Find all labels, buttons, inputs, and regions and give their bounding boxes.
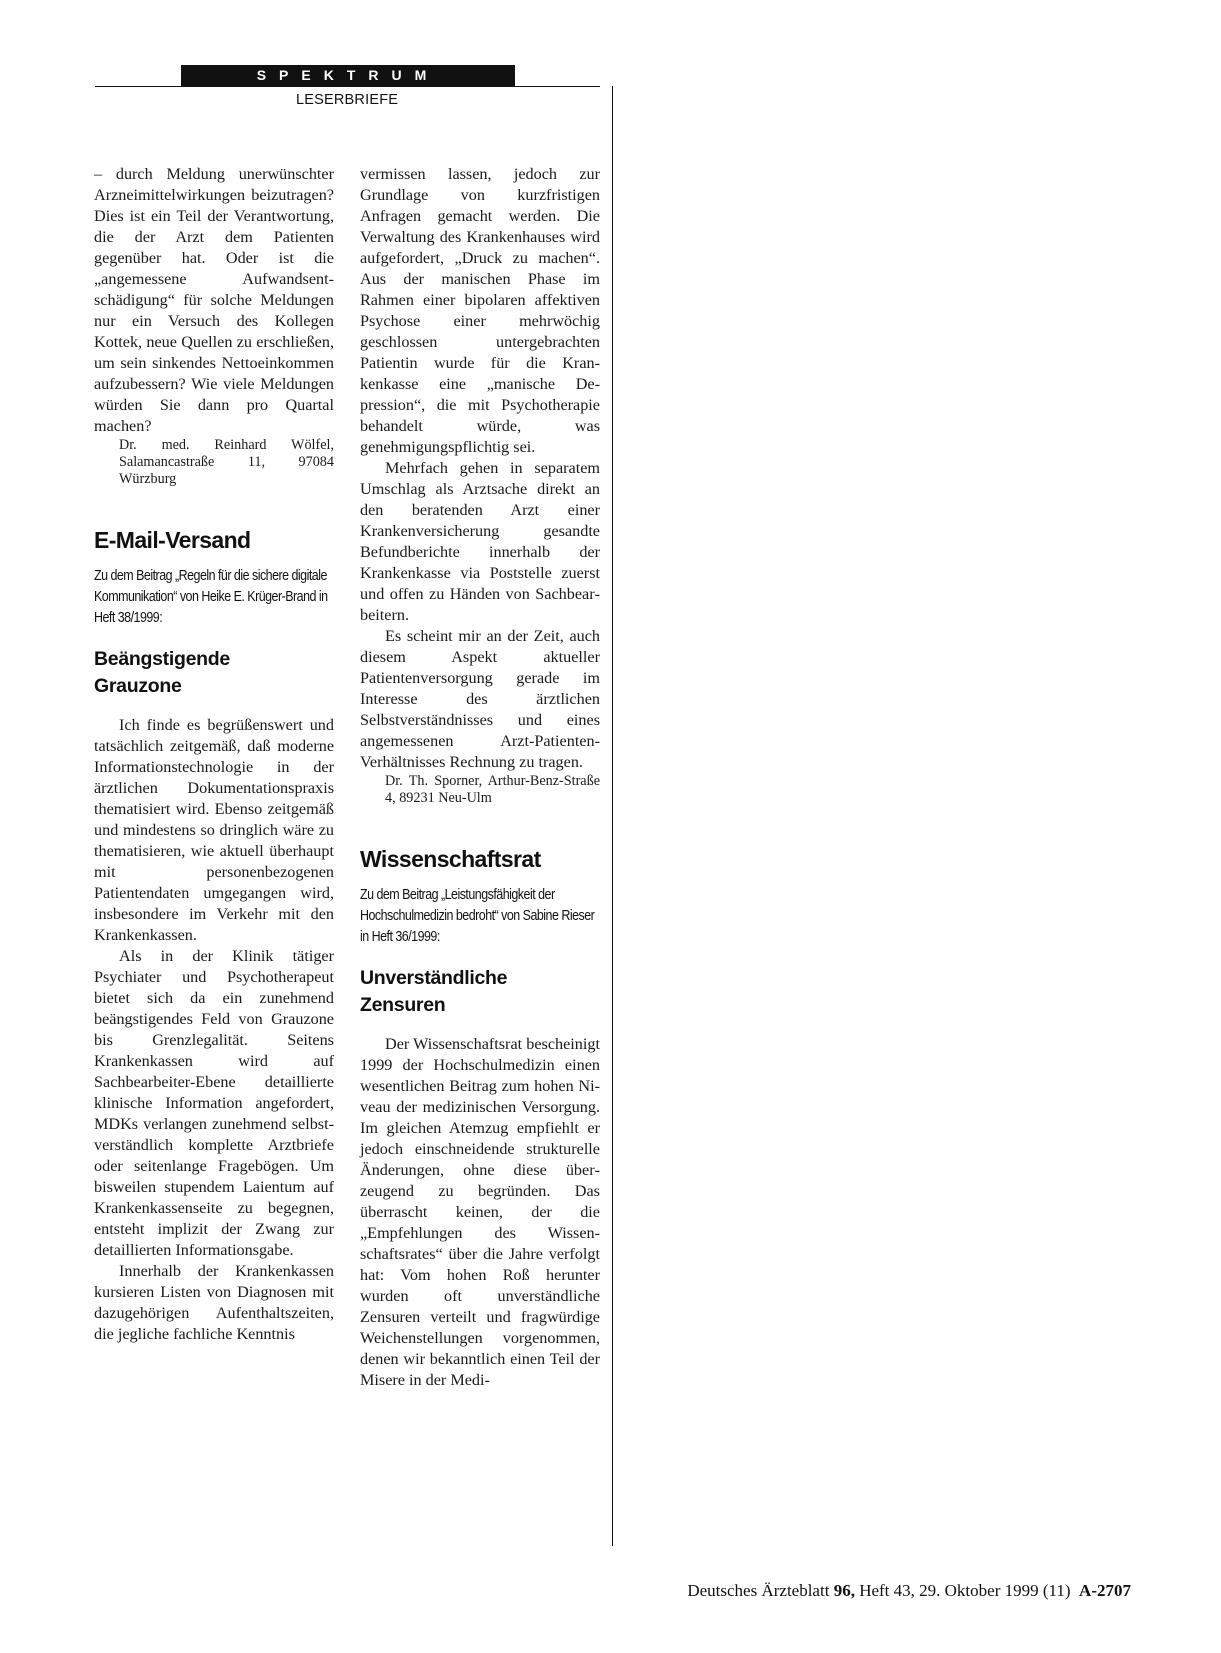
letter-title-line-2: Grauzone [94,675,182,697]
article-reference: Zu dem Beitrag „Leistungsfähigkeit der Hochschulmedizin bedroht“ von Sabine Rieser in Heft 36/1999: [360,887,595,945]
article-reference: Zu dem Beitrag „Regeln für die sichere digitale Kommunikation“ von Heike E. Krüger-Brand in Heft 38/1999: [94,568,328,626]
letter-paragraph: Es scheint mir an der Zeit, auch diesem Aspekt aktueller Patientenversorgung gerade im Interesse des ärztlichen Selbstverständnisses und eines angemessenen Arzt-Patienten-Verhältnisses Rechnung zu tragen. [360,627,600,771]
letter-title [94,646,334,700]
journal-volume: 96, [833,1581,855,1600]
letter-paragraph: Ich finde es begrüßenswert und tatsächlich zeitgemäß, daß moderne Informationstechnologie in der ärztlichen Dokumentationspraxis thematisiert wird. Ebenso zeitgemäß und mindestens so dringlich wäre zu thematisieren, wie aktuell überhaupt mit personenbezogenen Patientendaten umgegangen wird, insbesondere im Verkehr mit den Krankenkassen. [94,716,334,944]
letter-title-line-2: Zensuren [360,994,446,1016]
letter-title-line-1: Beängstigende [94,648,230,670]
left-column [94,164,334,1345]
article-headline: E-Mail-Versand [94,527,251,553]
letter-paragraph: Der Wissenschaftsrat bescheinigt 1999 der Hochschulmedizin einen wesentlichen Beitrag zum hohen Niveau der medizinischen Versorgung. Im gleichen Atemzug empfiehlt er jedoch einschneidende strukturelle Änderungen, ohne diese überzeugend zu begründen. Das überrascht keinen, der die „Empfehlungen des Wissenschaftsrates“ über die Jahre verfolgt hat: Vom hohen Roß herunter wurden oft unverständliche Zensuren verteilt und fragwürdige Weichenstellungen vorgenommen, denen wir bekanntlich einen Teil der Misere in der Medi- [360,1035,600,1389]
journal-name: Deutsches Ärzteblatt [687,1581,830,1600]
letter-signature: Dr. Th. Sporner, Arthur-Benz-Straße 4, 89231 Neu-Ulm [385,773,600,806]
letter-title [360,965,600,1019]
page-footer [687,1581,1131,1601]
page-number: A-2707 [1079,1581,1131,1600]
right-column [360,164,600,1391]
letter-paragraph: Mehrfach gehen in separatem Umschlag als Arztsache direkt an den beratenden Arzt einer Krankenversicherung gesandte Befundberichte innerhalb der Krankenkasse via Poststelle zuerst und offen zu Händen von Sachbearbeitern. [360,459,600,624]
issue-info: Heft 43, 29. Oktober 1999 (11) [859,1581,1071,1600]
letter-signature: Dr. med. Reinhard Wölfel, Salamancastraße 11, 97084 Würzburg [119,437,334,487]
column-rule [612,86,613,1546]
header-rule [95,86,600,87]
section-label: LESERBRIEFE [296,92,399,108]
letter-text-continued: – durch Meldung unerwünschter Arzneimittelwirkungen beizutragen? Dies ist ein Teil der Verantwortung, die der Arzt dem Patienten gegenüber hat. Oder ist die „angemessene Aufwandsentschädigung“ für solche Meldungen nur ein Versuch des Kollegen Kottek, neue Quellen zu erschließen, um sein sinkendes Nettoeinkommen aufzubessern? Wie viele Meldungen würden Sie dann pro Quartal machen? [94,165,334,435]
article-headline: Wissenschaftsrat [360,846,541,872]
letter-paragraph: Als in der Klinik tätiger Psychiater und Psychotherapeut bietet sich da ein zunehmend beängstigendes Feld von Grauzone bis Grenzlegalität. Seitens Krankenkassen wird auf Sachbearbeiter-Ebene detaillierte klinische Information angefordert, MDKs verlangen zunehmend selbstverständlich komplette Arztbriefe oder seitenlange Fragebögen. Um bisweilen stupendem Laientum auf Krankenkassenseite zu begegnen, entsteht implizit der Zwang zur detaillierten Informationsgabe. [94,947,334,1259]
letter-text-continued: vermissen lassen, jedoch zur Grundlage von kurzfristigen Anfragen gemacht werden. Die Verwaltung des Krankenhauses wird aufgefordert, „Druck zu machen“. Aus der manischen Phase im Rahmen einer bipolaren affektiven Psychose einer mehrwöchig geschlossen untergebrachten Patientin wurde für die Krankenkasse eine „manische Depression“, die mit Psychotherapie behandelt würde, was genehmigungspflichtig sei. [360,165,600,456]
section-banner: SPEKTRUM [181,65,515,86]
letter-title-line-1: Unverständliche [360,967,508,989]
letter-paragraph: Innerhalb der Krankenkassen kursieren Listen von Diagnosen mit dazugehörigen Aufenthaltszeiten, die jegliche fachliche Kenntnis [94,1262,334,1343]
